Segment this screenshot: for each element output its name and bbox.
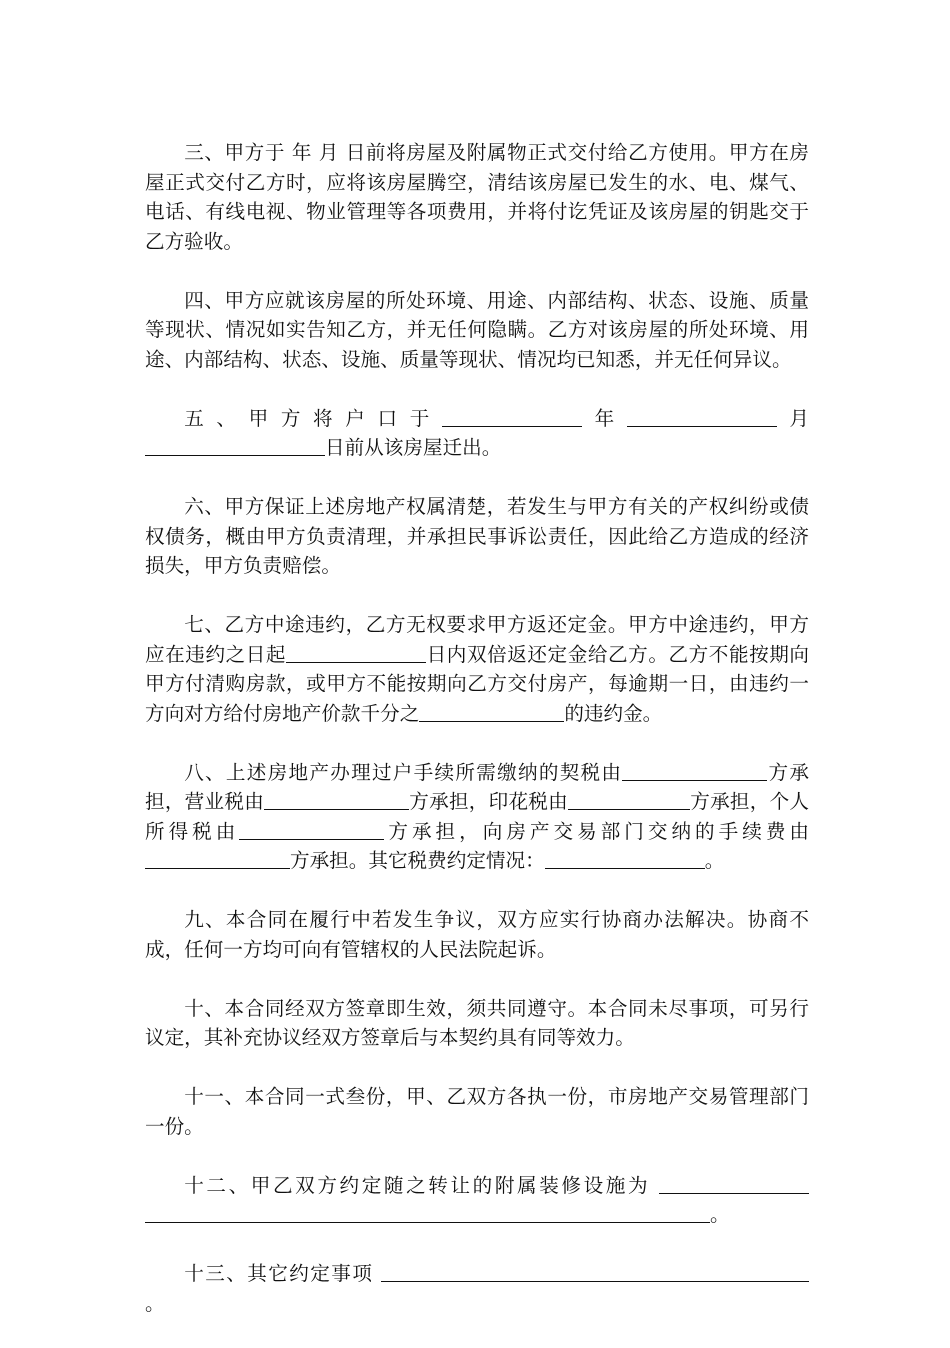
- clause-5-text-c: 月: [776, 406, 809, 430]
- blank-month[interactable]: [627, 406, 777, 427]
- clause-7-text-c: 的违约金。: [564, 701, 663, 725]
- blank-year[interactable]: [442, 406, 582, 427]
- blank-day[interactable]: [145, 435, 325, 456]
- clause-12: [145, 1171, 809, 1230]
- clause-8-text-a: 八、上述房地产办理过户手续所需缴纳的契税由: [184, 760, 623, 784]
- blank-stamp-tax-party[interactable]: [568, 789, 690, 810]
- clause-6: 六、甲方保证上述房地产权属清楚，若发生与甲方有关的产权纠纷或债权债务，概由甲方负责清理，并承担民事诉讼责任，因此给乙方造成的经济损失，甲方负责赔偿。: [145, 495, 809, 577]
- clause-8-text-b: 方承担，营业税由: [145, 760, 810, 813]
- clause-7-text-a: 七、乙方中途违约，乙方无权要求甲方返还定金。甲方中途违约，甲方应在违约之日起: [145, 613, 809, 666]
- blank-fixtures-1[interactable]: [659, 1173, 809, 1194]
- blank-fixtures-2[interactable]: [145, 1202, 710, 1223]
- blank-business-tax-party[interactable]: [264, 789, 409, 810]
- clause-11: 十一、本合同一式叁份，甲、乙双方各执一份，市房地产交易管理部门一份。: [145, 1085, 809, 1138]
- clause-5-text-a: 五、甲方将户口于: [184, 406, 442, 430]
- clause-7-text-b: 日内双倍返还定金给乙方。乙方不能按期向甲方付清购房款，或甲方不能按期向乙方交付房产，每逾期一日，由违约一方向对方给付房地产价款千分之: [145, 642, 810, 725]
- blank-deed-tax-party[interactable]: [622, 760, 767, 781]
- blank-other-terms[interactable]: [381, 1261, 801, 1282]
- clause-13-text-b: 。: [145, 1291, 165, 1315]
- clause-8-text-d: 方承担，个人所得税由: [145, 790, 810, 843]
- clause-4: 四、甲方应就该房屋的所处环境、用途、内部结构、状态、设施、质量等现状、情况如实告知乙方，并无任何隐瞒。乙方对该房屋的所处环境、用途、内部结构、状态、设施、质量等现状、情况均已知悉，并无任何异议。: [145, 288, 809, 371]
- clause-10: 十、本合同经双方签章即生效，须共同遵守。本合同未尽事项，可另行议定，其补充协议经双方签章后与本契约具有同等效力。: [145, 996, 809, 1049]
- blank-other-taxes[interactable]: [545, 848, 705, 869]
- clause-8: [145, 758, 809, 876]
- clause-8-text-e: 方承担，向房产交易部门交纳的手续费由: [384, 819, 810, 843]
- clause-5: [145, 404, 809, 463]
- blank-income-tax-party[interactable]: [239, 819, 384, 840]
- clause-12-text-b: 。: [710, 1203, 730, 1226]
- clause-7: [145, 610, 809, 728]
- clause-12-text-a: 十二、甲乙双方约定随之转让的附属装修设施为: [184, 1173, 651, 1197]
- clause-9: 九、本合同在履行中若发生争议，双方应实行协商办法解决。协商不成，任何一方均可向有管辖权的人民法院起诉。: [145, 908, 809, 961]
- clause-5-text-b: 年: [581, 406, 627, 430]
- blank-penalty-rate[interactable]: [419, 701, 564, 722]
- clause-8-text-c: 方承担，印花税由: [409, 790, 568, 813]
- clause-8-text-g: 。: [704, 849, 725, 872]
- clause-8-text-f: 方承担。其它税费约定情况：: [290, 849, 545, 872]
- clause-13-text-a: 十三、其它约定事项: [184, 1262, 374, 1285]
- blank-fee-party[interactable]: [145, 848, 290, 869]
- contract-page: [145, 138, 809, 1348]
- clause-13: [145, 1259, 809, 1318]
- blank-other-terms-cont[interactable]: [801, 1261, 809, 1282]
- clause-5-text-d: 日前从该房屋迁出。: [325, 436, 502, 459]
- blank-refund-days[interactable]: [286, 642, 426, 663]
- clause-3: 三、甲方于 年 月 日前将房屋及附属物正式交付给乙方使用。甲方在房屋正式交付乙方时，应将该房屋腾空，清结该房屋已发生的水、电、煤气、电话、有线电视、物业管理等各项费用，并将付讫凭证及该房屋的钥匙交于乙方验收。: [145, 141, 809, 253]
